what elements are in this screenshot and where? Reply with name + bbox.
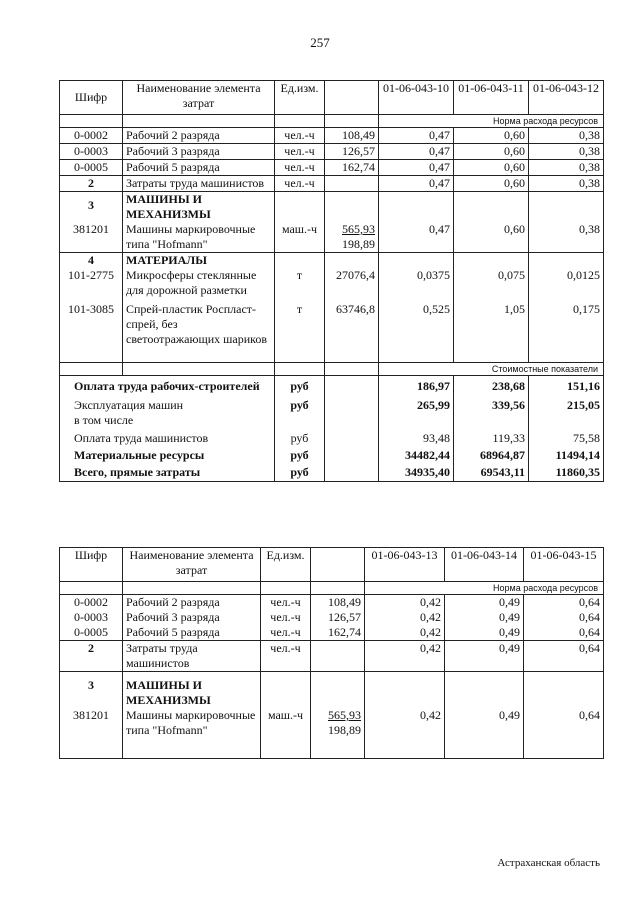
total-row: Всего, прямые затраты руб 34935,40 69543,11 11860,35 (60, 463, 604, 482)
resource-table-1 (59, 80, 604, 482)
header-name: Наименование элемента затрат (123, 548, 261, 582)
table-row: 0-0002 Рабочий 2 разряда чел.-ч 108,49 0,42 0,49 0,64 (60, 595, 604, 611)
header-name: Наименование элемента затрат (123, 81, 275, 115)
table-row: 381201 Машины маркировочные типа "Hofmann" маш.-ч 565,93 198,89 0,42 0,49 0,64 (60, 708, 604, 758)
header-code: Шифр (60, 548, 123, 582)
header-price (311, 548, 365, 582)
table-row: 0-0003 Рабочий 3 разряда чел.-ч 126,57 0,42 0,49 0,64 (60, 610, 604, 625)
header-unit: Ед.изм. (275, 81, 325, 115)
table-row: 0-0005 Рабочий 5 разряда чел.-ч 162,74 0,42 0,49 0,64 (60, 625, 604, 641)
header-col-14: 01-06-043-14 (445, 548, 524, 582)
table-row: 101-3085 Спрей-пластик Роспласт-спрей, без светоотражающих шариков т 63746,8 0,525 1,05 0,175 (60, 298, 604, 362)
total-row: Оплата труда машинистов руб 93,48 119,33 75,58 (60, 428, 604, 446)
table-row: 2 Затраты труда машинистов чел.-ч 0,42 0,49 0,64 (60, 641, 604, 672)
section-row: 3 МАШИНЫ И МЕХАНИЗМЫ (60, 672, 604, 709)
header-col-15: 01-06-043-15 (524, 548, 604, 582)
table-row: 0-0002 Рабочий 2 разряда чел.-ч 108,49 0,47 0,60 0,38 (60, 128, 604, 144)
norm-label: Норма расхода ресурсов (379, 115, 604, 128)
table-row: 0-0005 Рабочий 5 разряда чел.-ч 162,74 0,47 0,60 0,38 (60, 160, 604, 176)
total-row: Эксплуатация машин в том числе руб 265,99 339,56 215,05 (60, 394, 604, 428)
section-row: 4 МАТЕРИАЛЫ (60, 253, 604, 269)
page-number: 257 (310, 35, 330, 50)
table-row: 2 Затраты труда машинистов чел.-ч 0,47 0,60 0,38 (60, 176, 604, 192)
resource-table-2 (59, 547, 604, 759)
header-price (325, 81, 379, 115)
header-code: Шифр (60, 81, 123, 115)
region-footer: Астраханская область (497, 857, 600, 869)
cost-label: Стоимостные показатели (379, 362, 604, 375)
header-col-13: 01-06-043-13 (365, 548, 445, 582)
total-row: Материальные ресурсы руб 34482,44 68964,87 11494,14 (60, 446, 604, 463)
header-unit: Ед.изм. (261, 548, 311, 582)
table-row: 0-0003 Рабочий 3 разряда чел.-ч 126,57 0,47 0,60 0,38 (60, 144, 604, 160)
section-row: 3 МАШИНЫ И МЕХАНИЗМЫ (60, 192, 604, 223)
norm-label: Норма расхода ресурсов (365, 582, 604, 595)
table-row: 381201 Машины маркировочные типа "Hofmann" маш.-ч 565,93 198,89 0,47 0,60 0,38 (60, 222, 604, 253)
header-col-12: 01-06-043-12 (529, 81, 604, 115)
table-row: 101-2775 Микросферы стеклянные для дорожной разметки т 27076,4 0,0375 0,075 0,0125 (60, 268, 604, 298)
header-col-10: 01-06-043-10 (379, 81, 454, 115)
header-col-11: 01-06-043-11 (454, 81, 529, 115)
total-row: Оплата труда рабочих-строителей руб 186,97 238,68 151,16 (60, 375, 604, 394)
